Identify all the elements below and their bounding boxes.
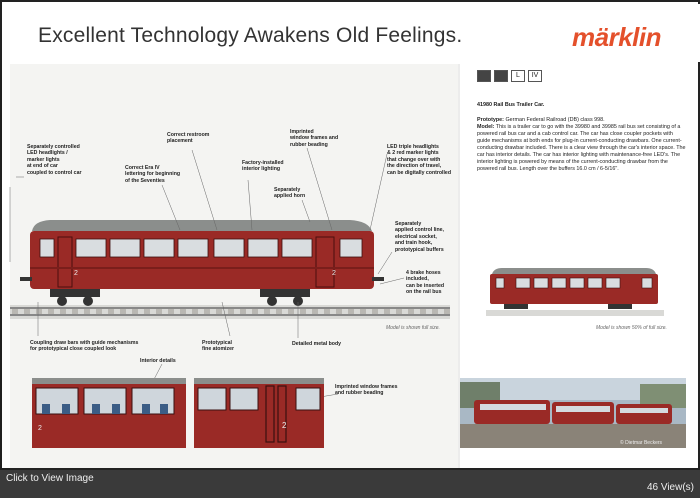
lighting-icon [494,70,508,82]
prototype-label: Prototype: [477,117,504,123]
photo-credit: © Dietmar Beckers [620,440,663,446]
callout-draw-bars: Coupling draw bars with guide mechanisms for prototypical close coupled look [30,340,139,353]
full-size-note: Model is shown full size. [386,325,440,331]
callout-window-frames: Imprinted window frames and rubber beading [290,129,339,148]
callout-interior-details: Interior details [140,358,176,364]
callout-control-line: Separately applied control line, electrical socket, and train hook, prototypical buffers [395,221,444,253]
product-description [477,102,687,173]
callout-led-headlights: Separately controlled LED headlights / marker lights at end of car coupled to control car [27,144,82,176]
coupler-icon: L [511,70,525,82]
window-frame-detail-photo [194,378,324,448]
model-label: Model: [477,124,495,130]
view-count: 46 View(s) [646,482,694,493]
prototype-text: German Federal Railroad (DB) class 998. [505,117,605,123]
interior-detail-photo [32,378,186,448]
callout-restroom: Correct restroom placement [167,132,210,145]
model-text: This is a trailer car to go with the 39980 and 39985 rail bus set consisting of a powered rail bus car and a cab control car. The car has close coupler pockets with guide mechanisms at both ends for plug-in current-conducting drawbars. One current-conducting drawbar included. There is a clear view through the car's interior space. The car has interior details. The car has interior lighting with maintenance-free LED's. The interior lighting is powered by means of the current-conducting drawbar from the powered rail bus. Length over the buffers 16.0 cm / 6-5/16". [477,124,686,172]
callout-metal-body: Detailed metal body [292,341,342,347]
svg-text:2: 2 [38,425,42,432]
callout-imprinted-frames: Imprinted window frames and rubber beading [335,384,398,397]
rail-bus-half-size-illustration [486,264,664,322]
era-icon: IV [528,70,542,82]
svg-text:2: 2 [332,270,336,277]
viewer-footer [0,470,700,498]
page-title: Excellent Technology Awakens Old Feelings. [38,24,463,47]
svg-text:2: 2 [74,270,78,277]
rail-bus-prototype-photo [460,378,686,448]
click-to-view-link[interactable]: Click to View Image [6,473,94,484]
half-size-note: Model is shown 50% of full size. [596,325,667,331]
callout-horn: Separately applied horn [274,187,306,200]
digital-icon [477,70,491,82]
callout-brake-hoses: 4 brake hoses included, can be inserted on the rail bus [406,270,445,296]
callout-triple-headlights: LED triple headlights & 2 red marker lights that change over with the direction of travel, can be digitally controlled [387,144,451,176]
callout-atomizer: Prototypical fine atomizer [202,340,234,353]
feature-icons [477,70,542,82]
product-heading: 41980 Rail Bus Trailer Car. [477,102,545,108]
callout-lettering: Correct Era IV lettering for beginning of the Seventies [125,165,181,184]
callout-interior-lighting: Factory-installed interior lighting [242,160,284,173]
svg-text:2: 2 [282,421,287,430]
marklin-logo: märklin [572,22,661,52]
